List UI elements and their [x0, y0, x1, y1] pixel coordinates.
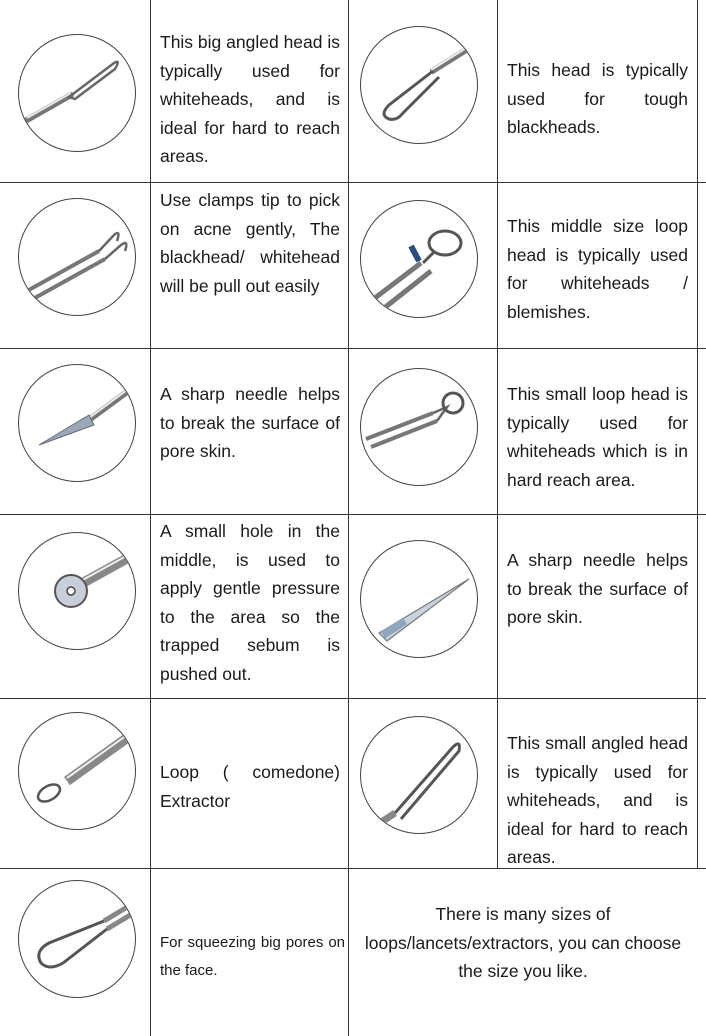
sharp-needle-icon: [18, 364, 136, 482]
row-divider: [0, 698, 706, 699]
tool-description: A sharp needle helps to break the surface of pore skin.: [507, 550, 688, 627]
tool-description: This small angled head is typically used for whiteheads, and is ideal for hard to reach areas.: [507, 733, 688, 867]
squeezing-loop-icon: [18, 880, 136, 998]
column-divider: [150, 0, 151, 1036]
row-divider: [0, 514, 706, 515]
tool-description: A small hole in the middle, is used to apply gentle pressure to the area so the trapped sebum is pushed out.: [160, 521, 340, 684]
small-loop-icon: [360, 368, 478, 486]
column-divider: [497, 0, 498, 868]
tool-description: Use clamps tip to pick on acne gently, The blackhead/ whitehead will be pull out easily: [160, 190, 340, 296]
middle-loop-icon: [360, 200, 478, 318]
hole-extractor-icon: [18, 532, 136, 650]
tool-description: A sharp needle helps to break the surface of pore skin.: [160, 384, 340, 461]
clamp-hook-icon: [18, 198, 136, 316]
lancet-needle-icon: [360, 540, 478, 658]
tool-description: Loop ( comedone) Extractor: [160, 762, 340, 811]
tool-description: This middle size loop head is typically used for whiteheads / blemishes.: [507, 216, 688, 322]
footer-note: There is many sizes of loops/lancets/extractors, you can choose the size you like.: [364, 904, 682, 981]
comedone-loop-icon: [18, 712, 136, 830]
small-angled-loop-icon: [360, 716, 478, 834]
tool-description: This head is typically used for tough blackheads.: [507, 60, 688, 137]
row-divider: [0, 182, 706, 183]
row-divider: [0, 348, 706, 349]
column-divider: [697, 0, 698, 868]
tool-description: This big angled head is typically used for whiteheads, and is ideal for hard to reach areas.: [160, 32, 340, 166]
column-divider: [348, 0, 349, 1036]
tool-description: This small loop head is typically used for whiteheads which is in hard reach area.: [507, 384, 688, 490]
teardrop-loop-icon: [360, 26, 478, 144]
tool-description: For squeezing big pores on the face.: [160, 934, 345, 979]
big-angled-loop-icon: [18, 34, 136, 152]
